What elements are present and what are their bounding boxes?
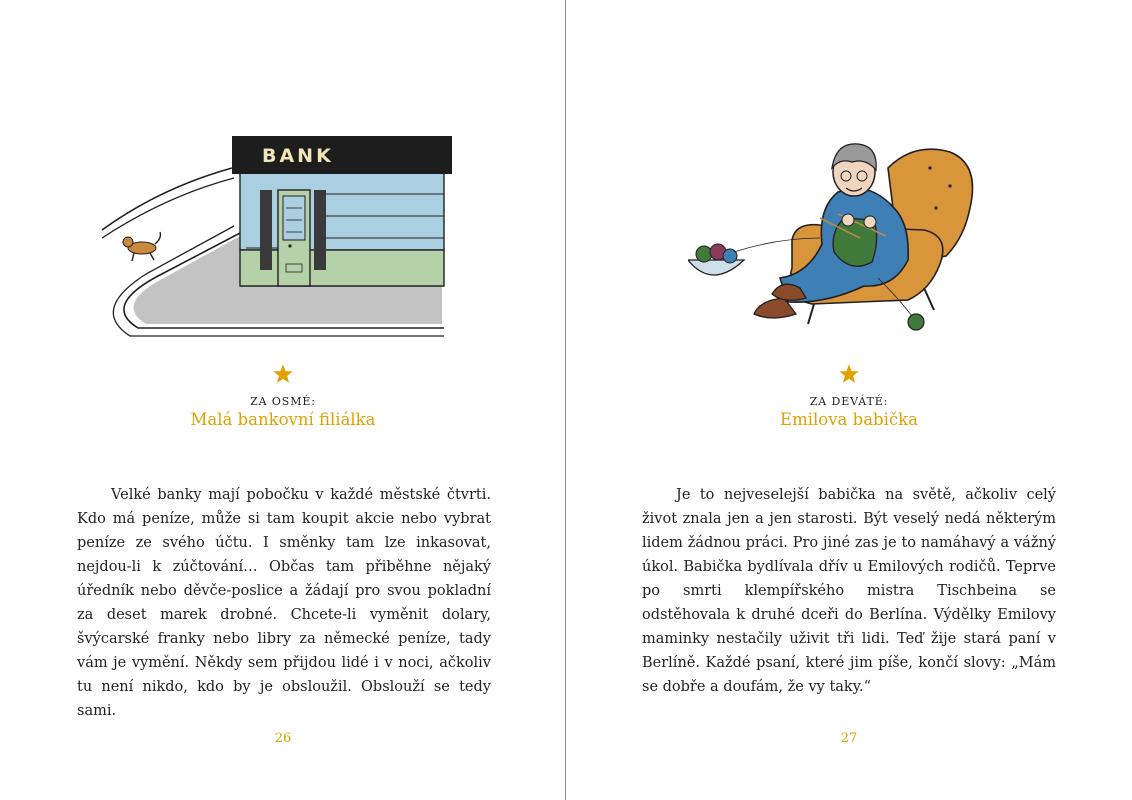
right-page [566, 0, 1132, 800]
bank-illustration [100, 128, 460, 343]
page-number: 27 [840, 731, 858, 746]
page-number: 26 [274, 731, 292, 746]
chapter-title: Emilova babička [780, 410, 918, 429]
chapter-title: Malá bankovní filiálka [190, 410, 376, 429]
star-icon [838, 363, 860, 385]
star-icon [272, 363, 294, 385]
grandmother-illustration [688, 128, 988, 338]
chapter-kicker: ZA DEVÁTÉ: [809, 395, 889, 408]
chapter-kicker: ZA OSMÉ: [250, 395, 316, 408]
paragraph: Je to nejveselejší babička na světě, ačkoliv celý život znala jen a jen starosti. Být veselý nedá některým lidem žádnou práci. Pro jiné zas je to namáhavý a vážný úkol. Babička bydlívala dřív u Emilových rodičů. Teprve po smrti klempířského mistra Tischbeina se odstěhovala k druhé dceři do Berlína. Výdělky Emilovy maminky nestačily uživit tři lidi. Teď žije stará paní v Berlíně. Každé psaní, které jim píše, končí slovy: „Mám se dobře a doufám, že vy taky.“ [642, 487, 1056, 695]
bank-sign-text: BANK [262, 145, 334, 167]
body-text [642, 483, 1056, 699]
paragraph: Velké banky mají pobočku v každé městské čtvrti. Kdo má peníze, může si tam koupit akcie nebo vybrat peníze ze svého účtu. I směnky tam lze inkasovat, nejdou-li k zúčtování… Občas tam přiběhne nějaký úředník nebo děvče-poslice a žádají pro svou pokladní za deset marek drobné. Chcete-li vyměnit dolary, švýcarské franky nebo libry za německé peníze, tady vám je vymění. Někdy sem přijdou lidé i v noci, ačkoliv tu není nikdo, kdo by je obsloužil. Obslouží se tedy sami. [77, 487, 491, 719]
body-text [77, 483, 491, 723]
